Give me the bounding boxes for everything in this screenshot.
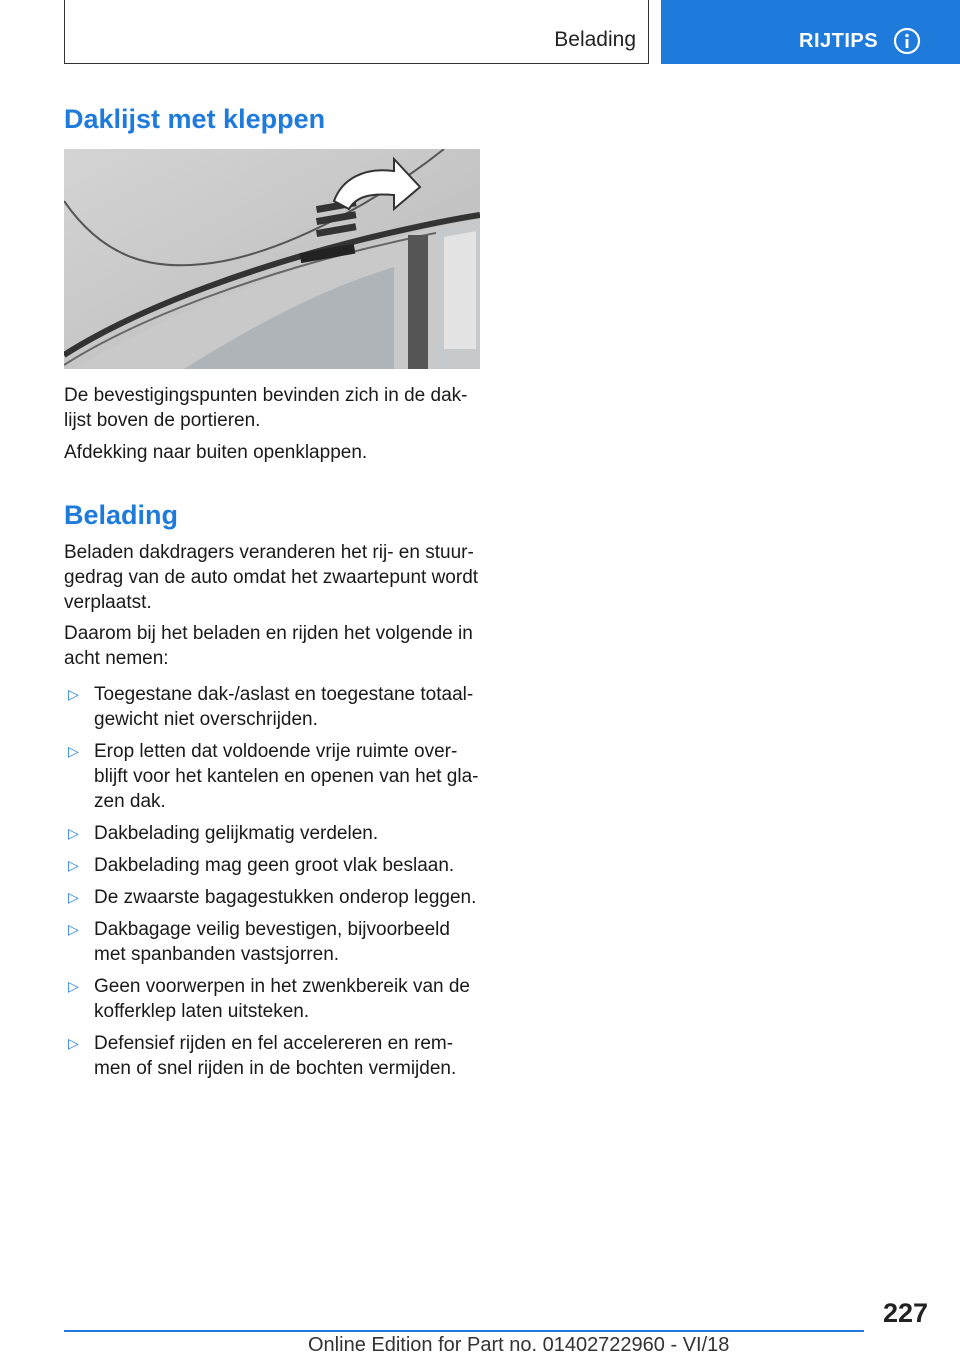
triangle-bullet-icon: ▷ [68, 921, 79, 937]
list-item: ▷ Geen voorwerpen in het zwenkbereik van de kofferklep laten uitsteken. [68, 976, 471, 1022]
header-chapter-tab[interactable] [661, 0, 960, 64]
loading-text-2: Daarom bij het beladen en rijden het volgende in acht nemen: [64, 623, 473, 669]
triangle-bullet-icon: ▷ [68, 978, 79, 994]
triangle-bullet-icon: ▷ [68, 857, 79, 873]
loading-text-1: Beladen dakdragers veranderen het rij- en stuur-gedrag van de auto omdat het zwaartepunt wordt verplaatst. [64, 542, 479, 613]
footer-edition-text: Online Edition for Part no. 01402722960 - VI/18 [308, 1334, 730, 1356]
triangle-bullet-icon: ▷ [68, 686, 79, 702]
roof-strip-text-2: Afdekking naar buiten openklappen. [64, 442, 368, 463]
section-title-loading: Belading [64, 500, 179, 530]
list-item: ▷ Dakbelading mag geen groot vlak beslaan. [68, 855, 455, 876]
header-section-box [64, 0, 649, 64]
loading-checklist [64, 682, 484, 1088]
list-item: ▷ Erop letten dat voldoende vrije ruimte over-blijft voor het kantelen en openen van het gla-zen dak. [68, 741, 479, 812]
list-item: ▷ Defensief rijden en fel accelereren en rem-men of snel rijden in de bochten vermijden. [68, 1033, 457, 1079]
info-icon[interactable] [893, 27, 921, 55]
triangle-bullet-icon: ▷ [68, 889, 79, 905]
page-number: 227 [882, 1298, 928, 1328]
list-item: ▷ Dakbagage veilig bevestigen, bijvoorbeeld met spanbanden vastsjorren. [68, 919, 450, 965]
section-title-roof-strip: Daklijst met kleppen [64, 104, 326, 134]
list-item: ▷ Toegestane dak-/aslast en toegestane totaal-gewicht niet overschrijden. [68, 684, 474, 730]
list-item: ▷ De zwaarste bagagestukken onderop leggen. [68, 887, 477, 908]
roof-strip-text-1: De bevestigingspunten bevinden zich in de dak-lijst boven de portieren. [64, 385, 468, 431]
footer-divider [64, 1330, 864, 1332]
triangle-bullet-icon: ▷ [68, 825, 79, 841]
triangle-bullet-icon: ▷ [68, 1035, 79, 1051]
header-section-title: Belading [554, 28, 636, 51]
list-item: ▷ Dakbelading gelijkmatig verdelen. [68, 823, 379, 844]
roof-strip-illustration [64, 149, 480, 369]
triangle-bullet-icon: ▷ [68, 743, 79, 759]
header-chapter-label: RIJTIPS [799, 30, 879, 52]
